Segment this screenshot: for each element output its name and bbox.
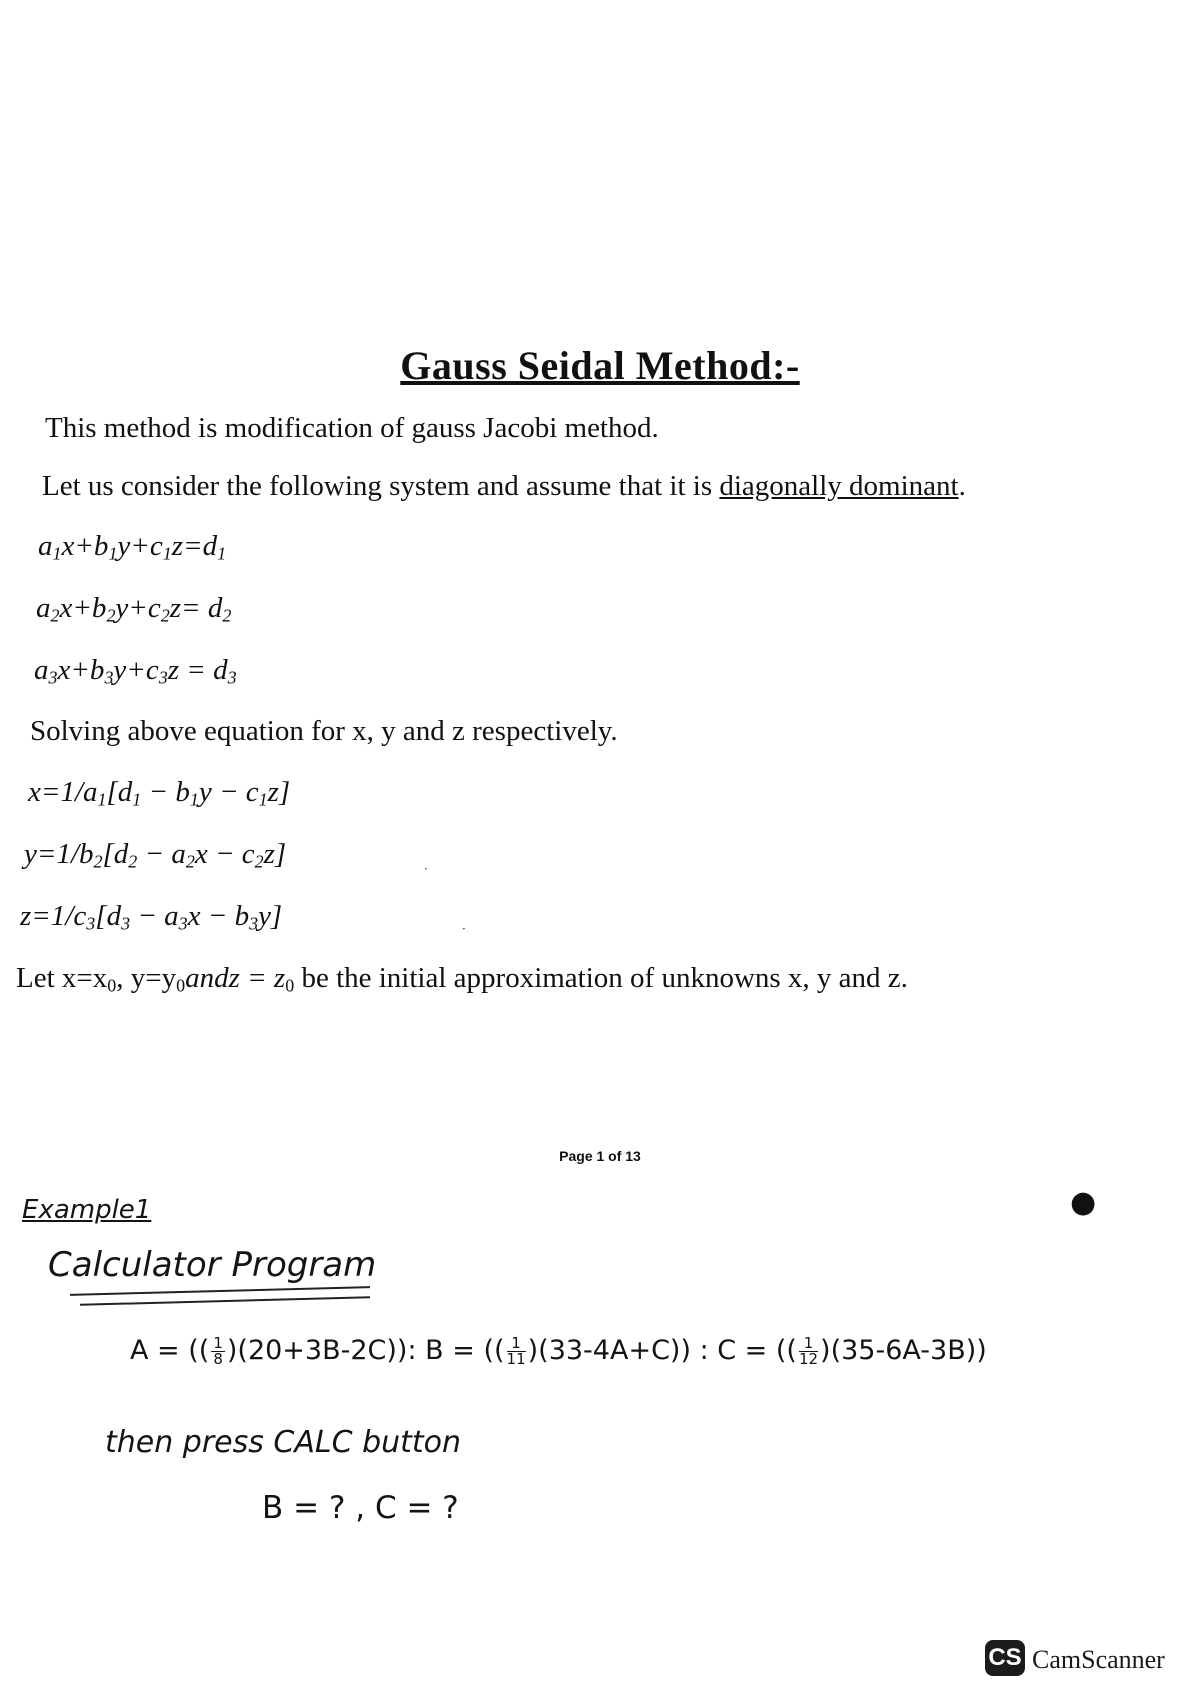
solving-text: Solving above equation for x, y and z respectively. xyxy=(30,715,618,747)
consider-pre: Let us consider the following system and assume that it is xyxy=(42,470,720,502)
consider-underlined: diagonally dominant xyxy=(719,470,959,502)
intro-text: This method is modification of gauss Jacobi method. xyxy=(45,412,659,444)
underline-rule xyxy=(80,1296,370,1306)
page-title: Gauss Seidal Method:- xyxy=(400,343,800,388)
speck: · xyxy=(424,862,428,876)
handwritten-example-label: Example1 xyxy=(22,1195,152,1225)
solution-y: $y=1/b_2[d_2 - a_2x - c_2z]$ xyxy=(24,838,287,872)
solution-z: $z=1/c_3[d_3 - a_3x - b_3y]$ xyxy=(20,900,283,934)
equation-1: $a_1x+b_1y+c_1z=d_1$ xyxy=(38,530,227,564)
consider-text xyxy=(42,470,966,503)
equation-3: $a_3x+b_3y+c_3z = d_3$ xyxy=(34,654,237,688)
page-number: Page 1 of 13 xyxy=(559,1148,641,1164)
underline-rule xyxy=(70,1286,370,1296)
handwritten-formula: A = (( $\frac{1}{8}$ )(20+3B-2C)): B = (( $\frac{1}{11}$ )(33-4A+C)) : C = (( $\frac{1}{12}$ )(35-6A-3B)) xyxy=(130,1334,987,1368)
solution-x: $x=1/a_1[d_1 - b_1y - c_1z]$ xyxy=(28,776,291,810)
fraction: $\frac{1}{12}$ xyxy=(798,1334,819,1368)
fraction: $\frac{1}{11}$ xyxy=(506,1334,526,1368)
handwritten-instruction: then press CALC button xyxy=(105,1425,462,1460)
speck: · xyxy=(462,922,466,936)
consider-post: . xyxy=(958,470,966,502)
initial-approximation-text: Let $x=x_0$, $y=y_0andz = z_0$ be the initial approximation of unknowns x, y and z. xyxy=(16,962,908,996)
handwritten-calc-title: Calculator Program xyxy=(48,1245,377,1285)
ink-blot: ● xyxy=(1070,1185,1097,1220)
camscanner-watermark: CamScanner xyxy=(1032,1645,1165,1674)
handwritten-unknowns: B = ? , C = ? xyxy=(262,1490,459,1526)
camscanner-logo: CS xyxy=(985,1640,1025,1676)
fraction: $\frac{1}{8}$ xyxy=(213,1334,223,1368)
equation-2: $a_2x+b_2y+c_2z= d_2$ xyxy=(36,592,232,626)
